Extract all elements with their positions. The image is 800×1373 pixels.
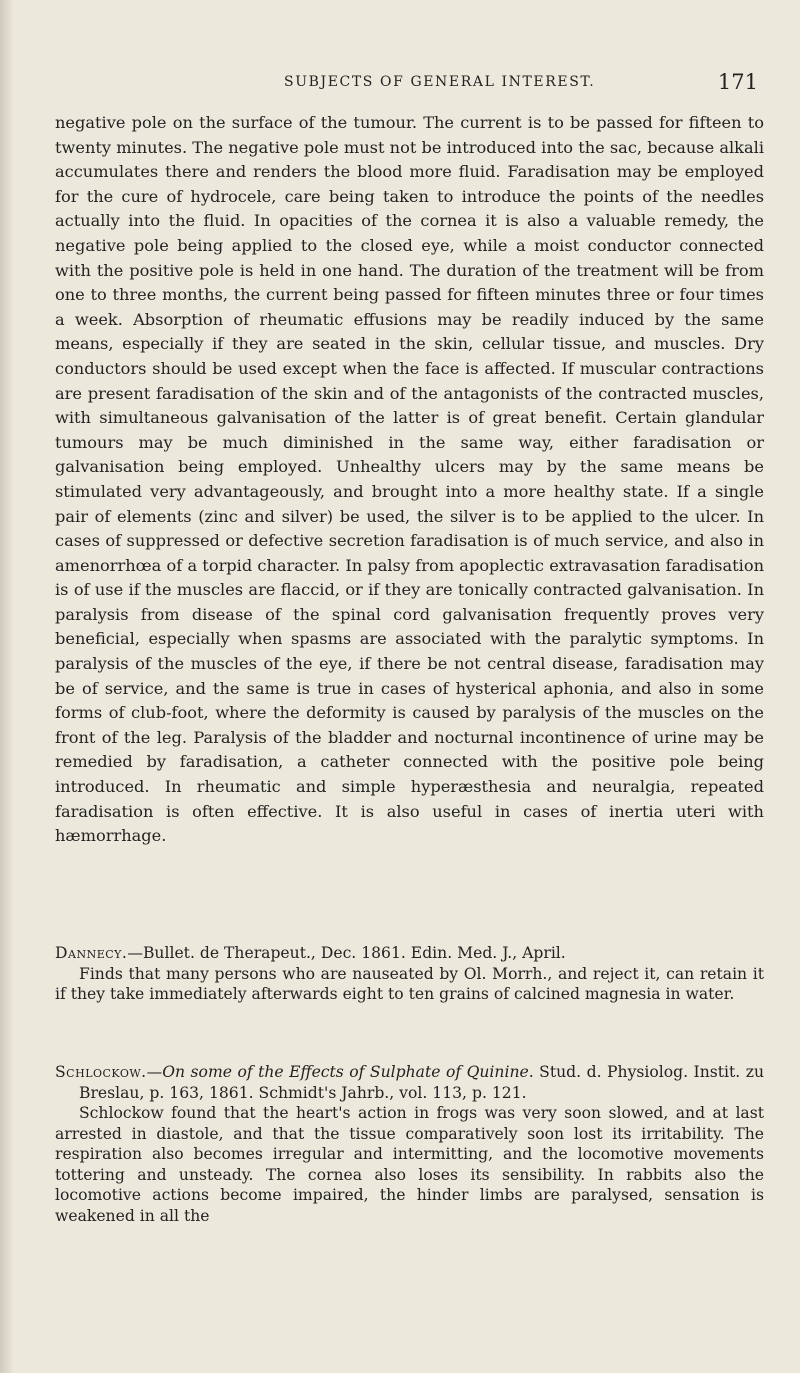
page-number: 171 [717,70,758,94]
entry-dannecy [55,943,764,1005]
entry-source: —Bullet. de Therapeut., Dec. 1861. Edin. Med. J., April. [127,944,566,962]
entry-schlockow [55,1062,764,1226]
body-paragraph [55,111,764,849]
entry-author: Schlockow. [55,1063,147,1081]
entry-body: Schlockow found that the heart's action in frogs was very soon slowed, and at last arrested in diastole, and that the tissue comparatively soon lost its irritability. The respiration also becomes irregular and intermitting, and the locomotive movements tottering and unsteady. The cornea also loses its sensibility. In rabbits also the locomotive actions become impaired, the hinder limbs are paralysed, sensation is weakened in all the [55,1104,764,1225]
entry-source: Stud. d. Physiolog. Instit. zu Breslau, p. 163, 1861. Schmidt's Jahrb., vol. 113, p. 121. [79,1063,764,1102]
entry-title: On some of the Effects of Sulphate of Quinine. [162,1063,534,1081]
entry-author: Dannecy. [55,944,128,962]
entry-citation [55,943,764,964]
running-head [0,70,800,98]
entry-dash: — [146,1063,163,1081]
page-gutter-shadow [0,0,14,1373]
running-head-title: SUBJECTS OF GENERAL INTEREST. [284,74,596,90]
entry-citation [55,1062,764,1103]
entry-body: Finds that many persons who are nauseated by Ol. Morrh., and reject it, can retain it if they take immediately afterwards eight to ten grains of calcined magnesia in water. [55,964,764,1003]
body-paragraph-text: negative pole on the surface of the tumour. The current is to be passed for fifteen to twenty minutes. The negative pole must not be introduced into the sac, because alkali accumulates there and renders the blood more fluid. Faradisation may be employed for the cure of hydrocele, care being taken to introduce the points of the needles actually into the fluid. In opacities of the cornea it is also a valuable remedy, the negative pole being applied to the closed eye, while a moist conductor connected with the positive pole is held in one hand. The duration of the treatment will be from one to three months, the current being passed for fifteen minutes three or four times a week. Absorption of rheumatic effusions may be readily induced by the same means, especially if they are seated in the skin, cellular tissue, and muscles. Dry conductors should be used except when the face is affected. If muscular contractions are present faradisation of the skin and of the antagonists of the contracted muscles, with simultaneous galvanisation of the latter is of great benefit. Certain glandular tumours may be much diminished in the same way, either faradisation or galvanisation being employed. Unhealthy ulcers may by the same means be stimulated very advantageously, and brought into a more healthy state. If a single pair of elements (zinc and silver) be used, the silver is to be applied to the ulcer. In cases of suppressed or defective secretion faradisation is of much service, and also in amenorrhœa of a torpid character. In palsy from apoplectic extravasation faradisation is of use if the muscles are flaccid, or if they are tonically contracted galvanisation. In paralysis from disease of the spinal cord galvanisation frequently proves very beneficial, especially when spasms are associated with the paralytic symptoms. In paralysis of the muscles of the eye, if there be not central disease, faradisation may be of service, and the same is true in cases of hysterical aphonia, and also in some forms of club-foot, where the deformity is caused by paralysis of the muscles on the front of the leg. Paralysis of the bladder and nocturnal incontinence of urine may be remedied by faradisation, a catheter connected with the positive pole being introduced. In rheumatic and simple hyperæsthesia and neuralgia, repeated faradisation is often effective. It is also useful in cases of inertia uteri with hæmorrhage. [55,113,764,846]
